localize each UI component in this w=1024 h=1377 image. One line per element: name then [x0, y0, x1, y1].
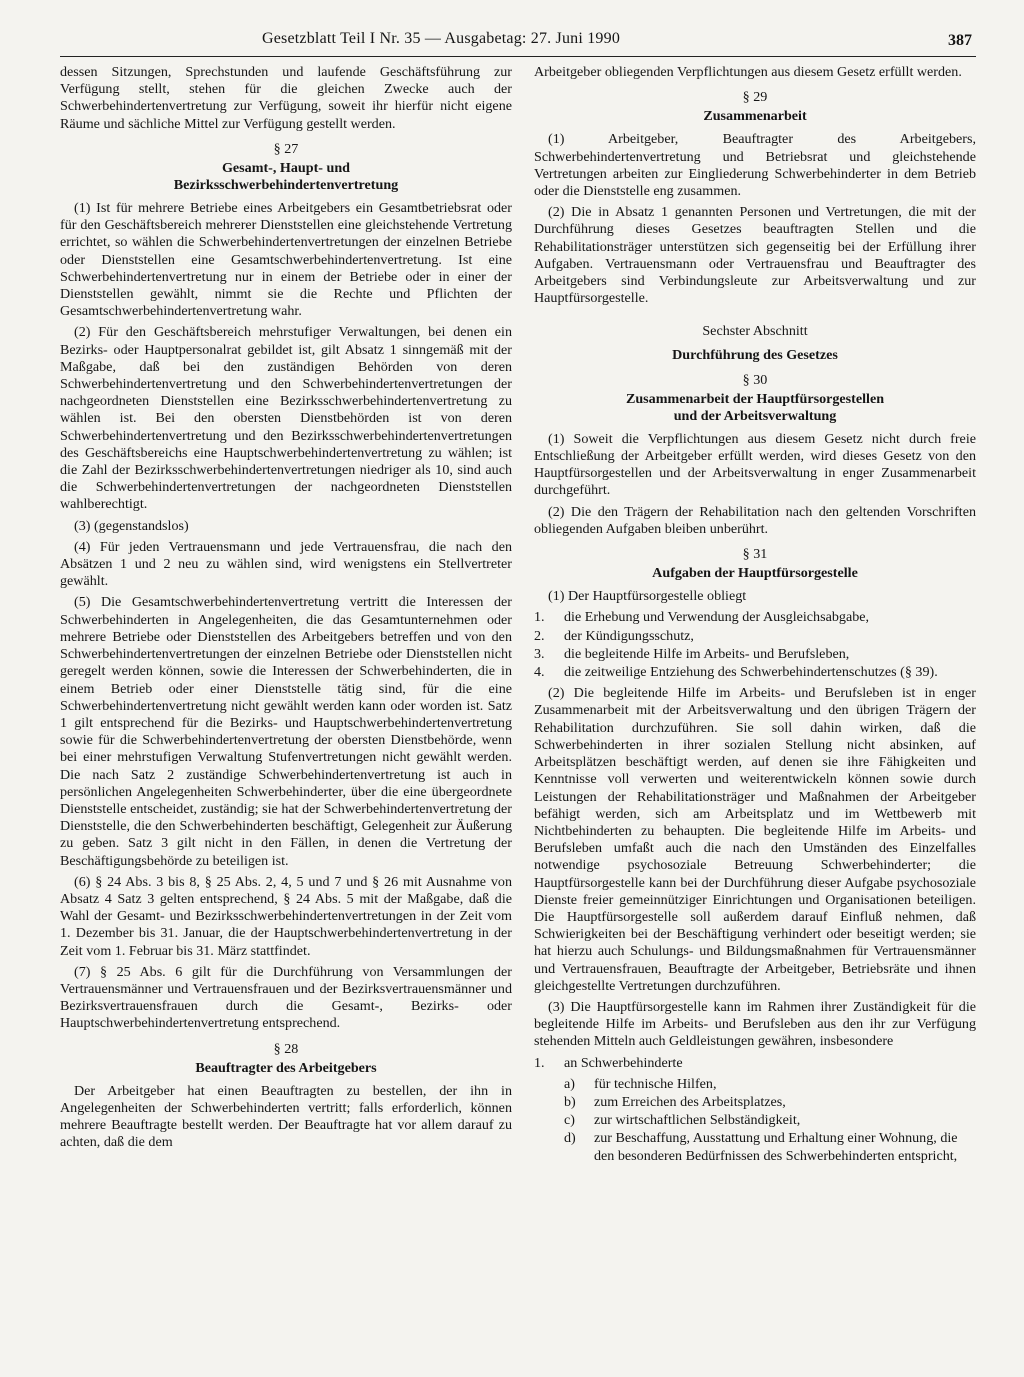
list-item-number: 4. — [534, 664, 545, 681]
section-30-heading-line-2: und der Arbeitsverwaltung — [673, 407, 837, 424]
list-item — [534, 1055, 976, 1072]
s29-paragraph-2: (2) Die in Absatz 1 genannten Personen und Vertretungen, die mit der Durchführung dieses Gesetzes beauftragten Stellen und die Rehabilitationsträger unterstützen sich gegenseitig bei der Erfüllung ihrer Aufgaben. Vertrauensmann oder Vertrauensfrau und Beauftragter des Arbeitgebers sind Verbindungsleute zur Arbeitsverwaltung und zur Hauptfürsorgestelle. — [534, 204, 976, 307]
list-item-text: die zeitweilige Entziehung des Schwerbehindertenschutzes (§ 39). — [564, 664, 938, 681]
section-30-heading — [534, 391, 976, 425]
list-item-text: der Kündigungsschutz, — [564, 627, 694, 644]
list-item-number: 1. — [534, 609, 545, 626]
sub-list-item — [564, 1130, 976, 1164]
list-item — [534, 664, 976, 681]
chapter-label: Sechster Abschnitt — [702, 323, 808, 340]
section-28-heading: Beauftragter des Arbeitgebers — [195, 1059, 377, 1076]
s27-paragraph-6: (6) § 24 Abs. 3 bis 8, § 25 Abs. 2, 4, 5 und 7 und § 26 mit Ausnahme von Absatz 4 Satz 3 gelten entsprechend, § 24 Abs. 5 mit der Maßgabe, daß die Wahl der Gesamt- und Bezirksschwerbehindertenvertretungen in der Zeit vom 1. Dezember bis 31. Januar, die der Hauptschwerbehindertenvertretung in der Zeit vom 1. Februar bis 31. März stattfindet. — [60, 873, 512, 959]
section-29-number: § 29 — [742, 89, 768, 106]
sub-list-item-letter: b) — [564, 1093, 576, 1110]
list-item-text: die Erhebung und Verwendung der Ausgleichsabgabe, — [564, 609, 870, 626]
s27-paragraph-5: (5) Die Gesamtschwerbehindertenvertretung vertritt die Interessen der Schwerbehinderten in Angelegenheiten, die das Gesamtunternehmen oder mehrere Betriebe oder Dienststellen des Arbeitgebers betreffen und von den Schwerbehindertenvertretungen der einzelnen Betriebe oder Dienststellen nicht geregelt werden können, sowie die Interessen der Schwerbehinderten, die in einem Betrieb oder einer Dienststelle tätig sind, für die eine Schwerbehindertenvertretung nicht gewählt werden kann oder worden ist. Satz 1 gilt entsprechend für die Bezirks- und Hauptschwerbehindertenvertretung sowie für die Schwerbehindertenvertretung der obersten Dienstbehörde, wenn bei einer mehrstufigen Verwaltung Stufenvertretungen nicht gewählt werden. Die nach Satz 2 zuständige Schwerbehindertenvertretung ist auch in persönlichen Angelegenheiten Schwerbehinderter, über die eine übergeordnete Dienststelle entscheidet, zuständig; sie hat der Schwerbehindertenvertretung der Dienststelle, die den Schwerbehinderten beschäftigt, Gelegenheit zur Äußerung zu geben. Satz 3 gilt nicht in den Fällen, in denen die Vertretung der Beschäftigungsbehörde zu beteiligen ist. — [60, 594, 512, 869]
list-item — [534, 609, 976, 626]
s27-paragraph-1: (1) Ist für mehrere Betriebe eines Arbeitgebers ein Gesamtbetriebsrat oder für den Geschäftsbereich mehrerer Dienststellen eine gleichstehende Vertretung errichtet, so wählen die Schwerbehindertenvertretungen der einzelnen Betriebe oder Dienststellen eine Gesamtschwerbehindertenvertretung. Ist eine Schwerbehindertenvertretung nur in einem der Betriebe oder in einer der Dienststellen gewählt, nimmt sie die Rechte und Pflichten der Gesamtschwerbehindertenvertretung wahr. — [60, 200, 512, 320]
right-column — [534, 64, 976, 1166]
sub-list-item-letter: a) — [564, 1075, 575, 1092]
s31-benefits-sublist — [534, 1076, 976, 1165]
section-30-heading-line-1: Zusammenarbeit der Hauptfürsorgestellen — [625, 390, 885, 407]
s31-paragraph-3: (3) Die Hauptfürsorgestelle kann im Rahmen ihrer Zuständigkeit für die begleitende Hilfe im Arbeits- und Berufsleben aus den ihr zur Verfügung stehenden Mitteln auch Geldleistungen gewähren, insbesondere — [534, 998, 976, 1050]
section-31-number: § 31 — [742, 546, 768, 563]
section-27-heading-line-1: Gesamt-, Haupt- und — [221, 160, 351, 177]
s30-paragraph-1: (1) Soweit die Verpflichtungen aus diesem Gesetz nicht durch freie Entschließung der Arbeitgeber erfüllt werden, wird dieses Gesetz von den Hauptfürsorgestellen und der Arbeitsverwaltung in enger Zusammenarbeit durchgeführt. — [534, 430, 976, 499]
header-title: Gesetzblatt Teil I Nr. 35 — Ausgabetag: 27. Juni 1990 — [262, 30, 621, 47]
s31-paragraph-2: (2) Die begleitende Hilfe im Arbeits- und Berufsleben ist in enger Zusammenarbeit mit der Arbeitsverwaltung und den übrigen Trägern der Rehabilitation durchzuführen. Sie soll dahin wirken, daß die Schwerbehinderten in ihrer sozialen Stellung nicht absinken, auf Arbeitsplätzen beschäftigt werden, auf denen sie ihre Fähigkeiten und Kenntnisse voll verwerten und weiterentwickeln können sowie durch Leistungen der Rehabilitationsträger und Maßnahmen der Arbeitgeber befähigt werden, sich am Arbeitsplatz und im Wettbewerb mit Nichtbehinderten zu behaupten. Die begleitende Hilfe im Arbeits- und Berufsleben umfaßt auch die nach den Umständen des Einzelfalles notwendige psychosoziale Betreuung Schwerbehinderter; die Hauptfürsorgestelle kann bei der Durchführung dieser Aufgabe psychosoziale Dienste freier gemeinnütziger Einrichtungen und Organisationen beteiligen. Die Hauptfürsorgestelle soll außerdem darauf Einfluß nehmen, daß Schwierigkeiten bei der Beschäftigung verhindert oder beseitigt werden; sie hat hierzu auch Schulungs- und Bildungsmaßnahmen für Vertrauensmänner und Vertrauensfrauen, Beauftragte der Arbeitgeber, Betriebsräte und ihnen gleichgestellte Vertretungen durchzuführen. — [534, 685, 976, 994]
s31-paragraph-1: (1) Der Hauptfürsorgestelle obliegt — [548, 588, 747, 605]
list-item — [534, 628, 976, 645]
sub-list-item — [564, 1112, 976, 1129]
section-30-number: § 30 — [742, 371, 768, 388]
list-item-text: an Schwerbehinderte — [564, 1054, 683, 1071]
sub-list-item-text: zum Erreichen des Arbeitsplatzes, — [594, 1093, 786, 1110]
list-item-text: die begleitende Hilfe im Arbeits- und Berufsleben, — [564, 645, 850, 662]
s27-paragraph-2: (2) Für den Geschäftsbereich mehrstufiger Verwaltungen, bei denen ein Bezirks- oder Hauptpersonalrat gebildet ist, gilt Absatz 1 sinngemäß mit der Maßgabe, daß bei den zuständigen Behörden von deren Schwerbehindertenvertretung und den Schwerbehindertenvertretungen der nachgeordneten Dienststellen eine Bezirksschwerbehindertenvertretung zu wählen ist. Bei den obersten Dienstbehörden ist von deren Schwerbehindertenvertretung und den Bezirksschwerbehindertenvertretungen des Geschäftsbereichs eine Hauptschwerbehindertenvertretung zu wählen; ist die Zahl der Bezirksschwerbehindertenvertretungen niedriger als 10, sind auch die Schwerbehindertenvertretungen der nachgeordneten Dienststellen wahlberechtigt. — [60, 324, 512, 513]
s27-paragraph-4: (4) Für jeden Vertrauensmann und jede Vertrauensfrau, die nach den Absätzen 1 und 2 neu zu wählen sind, wird wenigstens ein Stellvertreter gewählt. — [60, 538, 512, 590]
section-27-heading-line-2: Bezirksschwerbehindertenvertretung — [173, 177, 399, 194]
list-item-number: 3. — [534, 645, 545, 662]
sub-list-item — [564, 1094, 976, 1111]
section-31-heading: Aufgaben der Hauptfürsorgestelle — [652, 565, 858, 582]
header-rule — [60, 56, 976, 57]
s31-benefits-list — [534, 1055, 976, 1072]
section-27-heading — [60, 160, 512, 194]
sub-list-item-text: zur wirtschaftlichen Selbständigkeit, — [594, 1112, 801, 1129]
section-29-heading: Zusammenarbeit — [703, 108, 807, 125]
sub-list-item-text: zur Beschaffung, Ausstattung und Erhaltung einer Wohnung, die den besonderen Bedürfnissen des Schwerbehinderten entspricht, — [594, 1130, 958, 1164]
section-27-number: § 27 — [273, 140, 299, 157]
list-item — [534, 646, 976, 663]
paragraph-continuation: dessen Sitzungen, Sprechstunden und laufende Geschäftsführung zur Verfügung stellt, stehen für die gleichen Zwecke auch der Schwerbehindertenvertretung zur Verfügung, soweit ihr hierfür nicht eigene Räume und sächliche Mittel zur Verfügung gestellt werden. — [60, 64, 512, 132]
s27-paragraph-3: (3) (gegenstandslos) — [74, 517, 189, 534]
chapter-heading: Durchführung des Gesetzes — [672, 346, 838, 363]
list-item-number: 1. — [534, 1054, 545, 1071]
sub-list-item-text: für technische Hilfen, — [594, 1075, 717, 1092]
s27-paragraph-7: (7) § 25 Abs. 6 gilt für die Durchführung von Versammlungen der Vertrauensmänner und Vertrauensfrauen und der Bezirksvertrauensmänner und Bezirksvertrauensfrauen durch die Gesamt-, Bezirks- oder Hauptschwerbehindertenvertretung entsprechend. — [60, 963, 512, 1032]
paragraph-continuation-right: Arbeitgeber obliegenden Verpflichtungen aus diesem Gesetz erfüllt werden. — [534, 64, 962, 80]
sub-list-item-letter: c) — [564, 1112, 575, 1129]
page-header — [0, 30, 1024, 54]
s28-paragraph-1: Der Arbeitgeber hat einen Beauftragten zu bestellen, der ihn in Angelegenheiten der Schwerbehinderten vertritt; falls erforderlich, können mehrere Beauftragte bestellt werden. Der Beauftragte hat vor allem darauf zu achten, daß die dem — [60, 1082, 512, 1151]
s31-duties-list — [534, 609, 976, 681]
page-number: 387 — [948, 32, 972, 49]
sub-list-item — [564, 1076, 976, 1093]
s30-paragraph-2: (2) Die den Trägern der Rehabilitation nach den geltenden Vorschriften obliegenden Aufgaben bleiben unberührt. — [534, 503, 976, 537]
list-item-number: 2. — [534, 627, 545, 644]
section-28-number: § 28 — [273, 1040, 299, 1057]
left-column — [60, 64, 512, 1156]
sub-list-item-letter: d) — [564, 1130, 576, 1147]
s29-paragraph-1: (1) Arbeitgeber, Beauftragter des Arbeitgebers, Schwerbehindertenvertretung und Betriebsrat und gleichstehende Vertretungen arbeiten zur Eingliederung Schwerbehinderter in dem Betrieb oder die Dienststelle eng zusammen. — [534, 131, 976, 200]
